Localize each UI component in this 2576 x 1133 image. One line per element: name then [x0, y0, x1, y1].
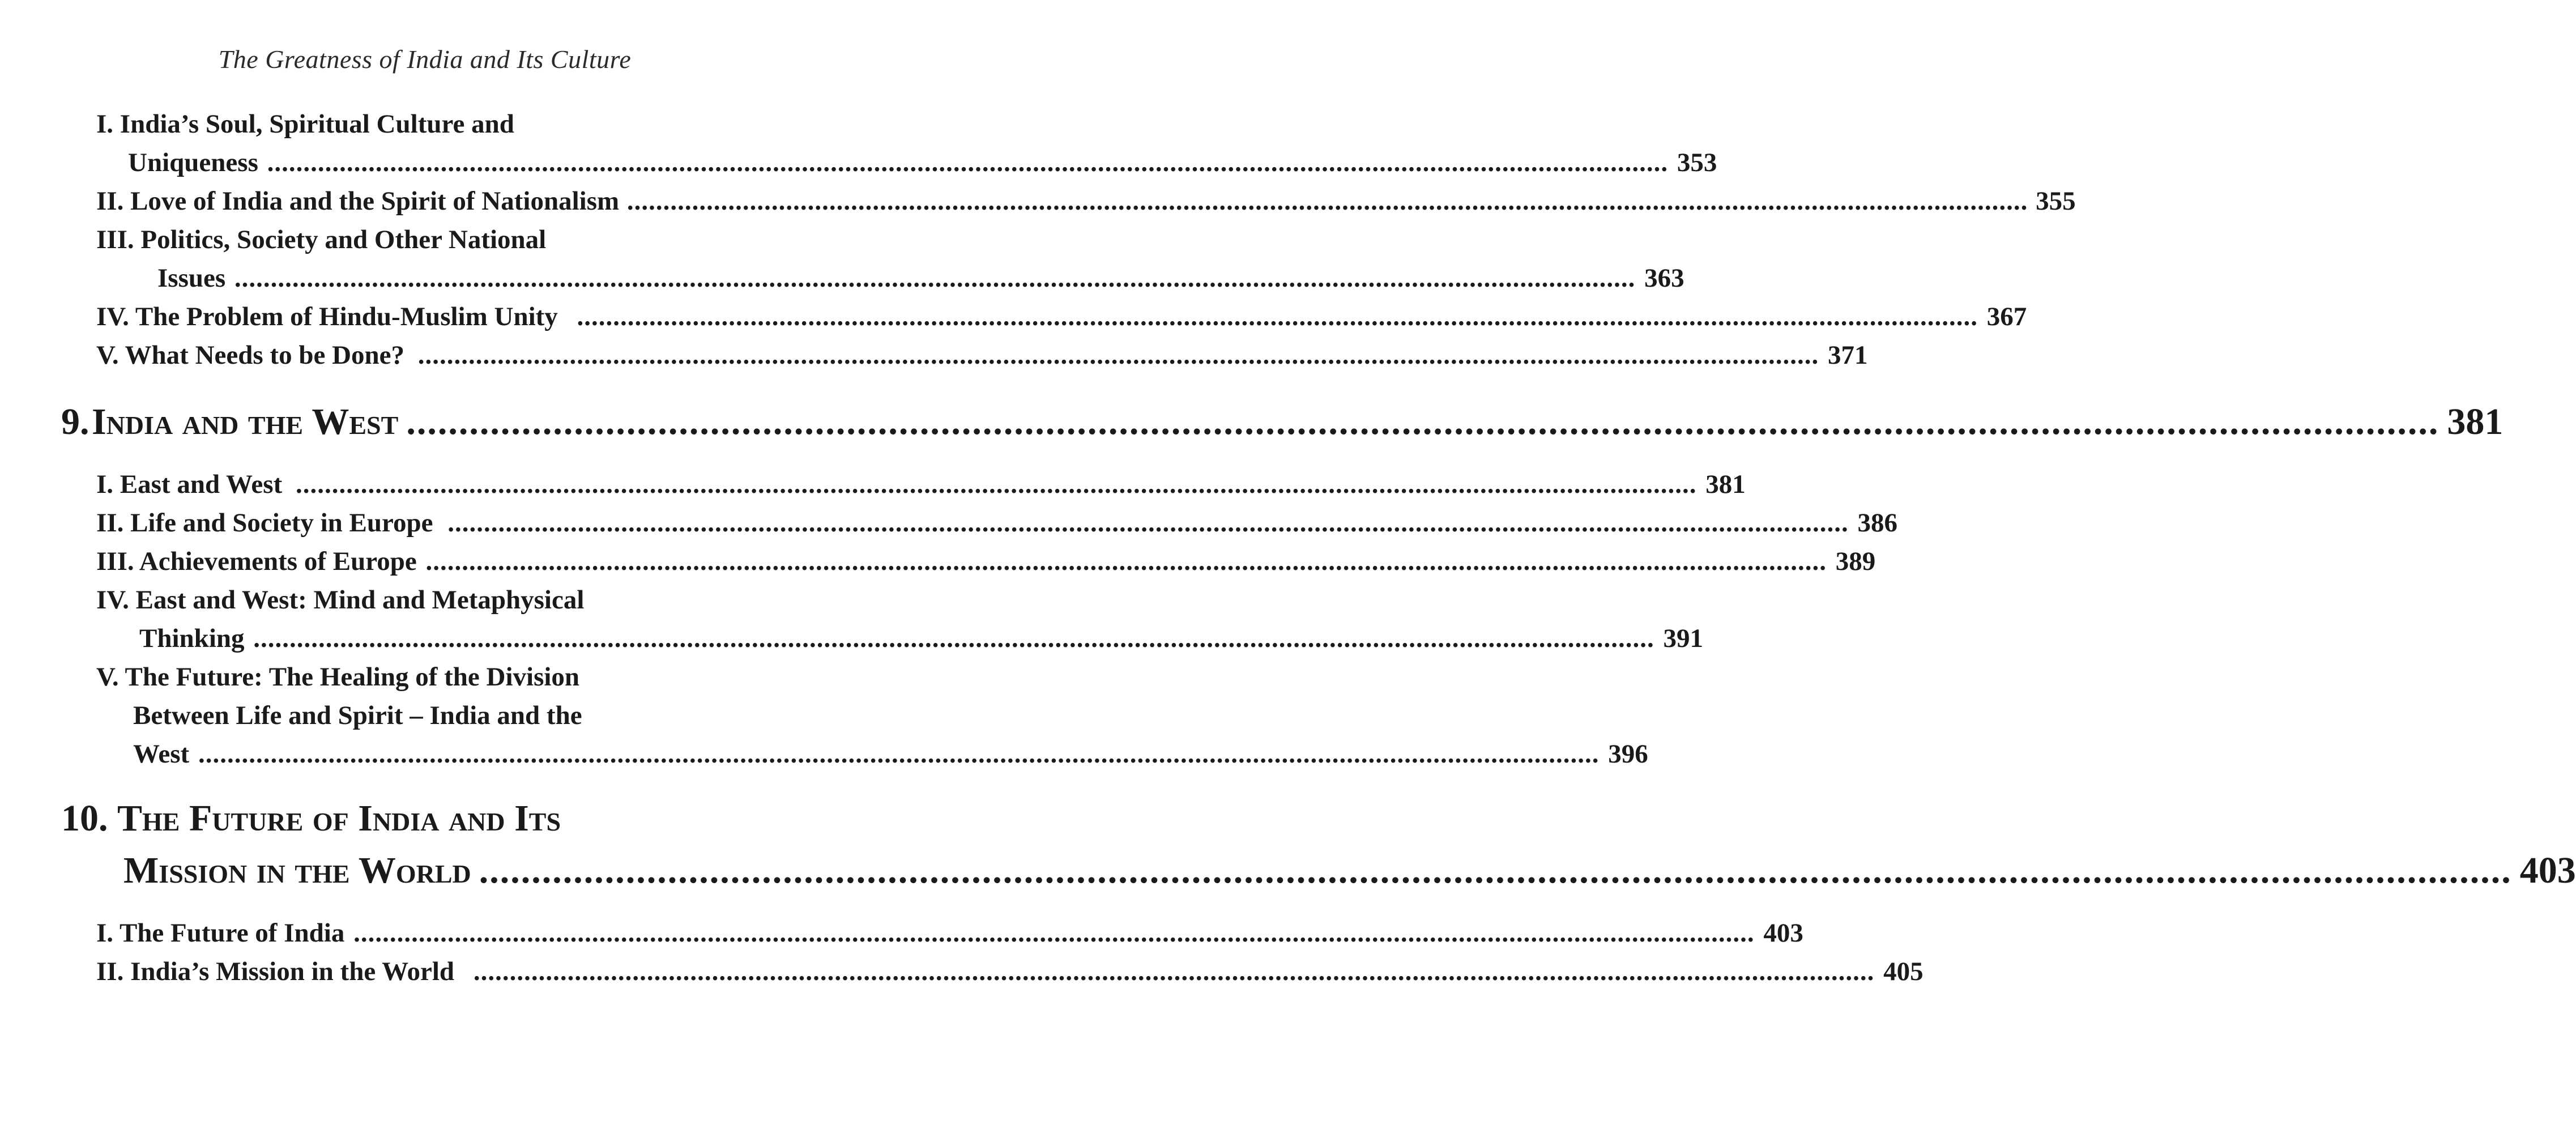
toc-entry[interactable] [61, 336, 1868, 374]
entry-line-leader [61, 182, 2076, 220]
toc-entry[interactable] [61, 297, 2027, 336]
page-number: 403 [1763, 918, 1803, 948]
entry-line-leader [61, 619, 1704, 658]
toc-entry[interactable] [61, 952, 1924, 991]
entry-line-leader [61, 297, 2027, 336]
chapter-title: India and the West [92, 401, 399, 442]
entry-line-leader [61, 914, 1803, 952]
entry-line: III. Achievements of Europe [96, 547, 417, 576]
page-number: 391 [1663, 624, 1704, 653]
page-number: 405 [1883, 957, 1924, 986]
entry-line: IV. East and West: Mind and Metaphysical [96, 585, 585, 615]
dot-leader [418, 340, 1819, 370]
toc-entry[interactable] [61, 465, 1746, 504]
dot-leader [474, 957, 1875, 986]
entry-line-leader [61, 735, 1648, 773]
chapter-line-leader [61, 845, 2576, 897]
entry-line-leader [61, 952, 1924, 991]
table-of-contents [61, 105, 2576, 991]
toc-entry[interactable] [61, 220, 1684, 297]
page-number: 367 [1986, 302, 2027, 331]
running-head: The Greatness of India and Its Culture [218, 45, 632, 74]
page-number: 355 [2036, 186, 2076, 216]
toc-entry[interactable] [61, 581, 1704, 658]
entry-line: II. Life and Society in Europe [96, 508, 433, 538]
entry-line: I. The Future of India [96, 918, 345, 948]
entry-line: IV. The Problem of Hindu-Muslim Unity [96, 302, 558, 331]
entry-line-leader [61, 465, 1746, 504]
chapter-line-leader [61, 396, 2504, 448]
page-number: 381 [2447, 401, 2504, 442]
dot-leader [253, 624, 1654, 653]
chapter-heading[interactable] [61, 396, 2504, 448]
toc-entry[interactable] [61, 542, 1876, 581]
toc-entry[interactable] [61, 504, 1898, 542]
dot-leader [234, 263, 1636, 293]
dot-leader [447, 508, 1849, 538]
dot-leader [577, 302, 1978, 331]
dot-leader [353, 918, 1755, 948]
entry-line-leader [61, 336, 1868, 374]
page-number: 396 [1608, 739, 1648, 769]
page-number: 386 [1857, 508, 1898, 538]
entry-line: V. What Needs to be Done? [96, 340, 405, 370]
page-number: 371 [1828, 340, 1868, 370]
dot-leader [426, 547, 1827, 576]
entry-line: II. India’s Mission in the World [96, 957, 455, 986]
dot-leader [627, 186, 2028, 216]
toc-entry[interactable] [61, 105, 1717, 182]
entry-line: I. India’s Soul, Spiritual Culture and [96, 109, 514, 139]
entry-line: Between Life and Spirit – India and the [133, 701, 582, 730]
page-number: 363 [1644, 263, 1684, 293]
entry-line: I. East and West [96, 470, 283, 499]
entry-line: II. Love of India and the Spirit of Nationalism [96, 186, 620, 216]
toc-entry[interactable] [61, 182, 2076, 220]
entry-line-leader [61, 259, 1684, 297]
entry-line-leader [61, 504, 1898, 542]
dot-leader [267, 148, 1669, 177]
entry-line-leader [61, 542, 1876, 581]
page-number: 381 [1705, 470, 1746, 499]
entry-line-leader [61, 143, 1717, 182]
entry-line: V. The Future: The Healing of the Division [96, 662, 580, 692]
entry-line: West [133, 739, 190, 769]
page-number: 389 [1835, 547, 1876, 576]
chapter-title-line: The Future of India and Its [117, 798, 561, 839]
entry-line: Uniqueness [128, 148, 258, 177]
toc-entry[interactable] [61, 914, 1803, 952]
dot-leader [479, 845, 2512, 897]
chapter-number: 9. [61, 401, 89, 442]
entry-line: III. Politics, Society and Other National [96, 225, 547, 254]
dot-leader [296, 470, 1697, 499]
chapter-number: 10. [61, 798, 108, 839]
entry-line: Thinking [139, 624, 245, 653]
dot-leader [406, 396, 2439, 448]
chapter-title-line: Mission in the World [123, 850, 471, 891]
page-number: 403 [2519, 850, 2576, 891]
page-number: 353 [1677, 148, 1717, 177]
toc-entry[interactable] [61, 658, 1648, 773]
chapter-heading[interactable] [61, 793, 2576, 897]
entry-line: Issues [157, 263, 226, 293]
dot-leader [198, 739, 1600, 769]
